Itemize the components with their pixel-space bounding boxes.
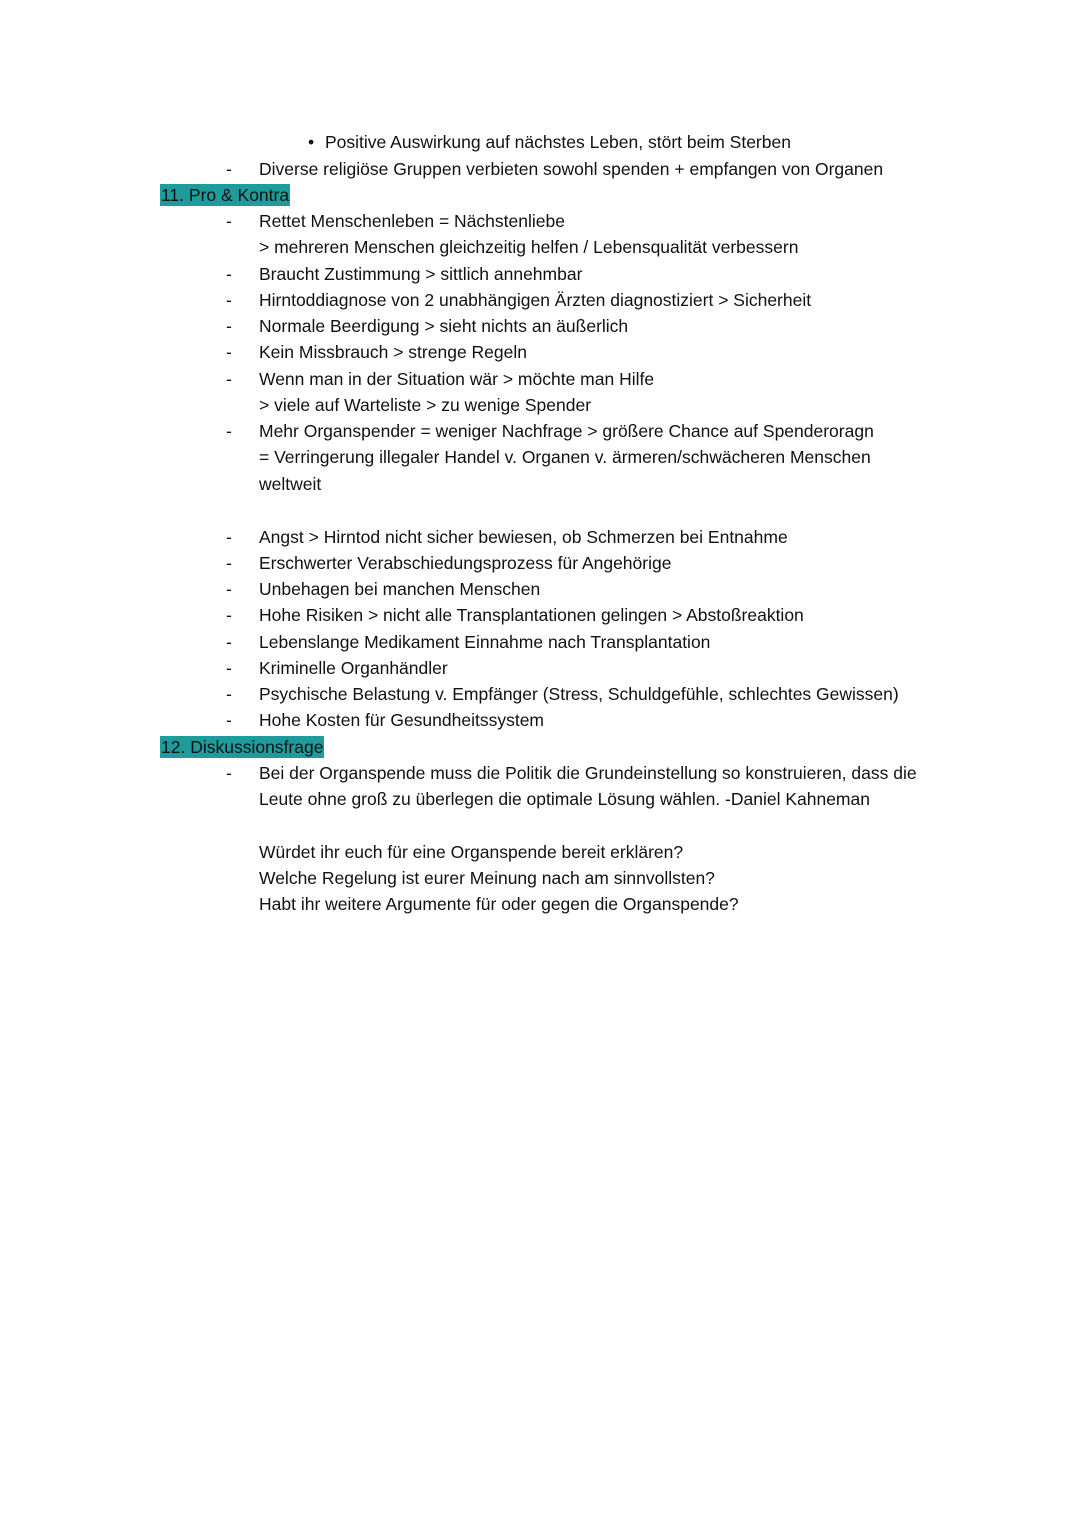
contra-item-1: Angst > Hirntod nicht sicher bewiesen, ob Schmerzen bei Entnahme	[259, 527, 788, 547]
pro-item-7-line-2: = Verringerung illegaler Handel v. Organen v. ärmeren/schwächeren Menschen	[259, 447, 871, 467]
contra-item-8: Hohe Kosten für Gesundheitssystem	[259, 710, 545, 730]
contra-item-5: Lebenslange Medikament Einnahme nach Transplantation	[259, 632, 711, 652]
dash-icon: -	[226, 159, 232, 179]
section-11-heading: 11. Pro & Kontra	[161, 185, 290, 205]
pro-item-6-line-2: > viele auf Warteliste > zu wenige Spender	[259, 395, 592, 415]
contra-item-7: Psychische Belastung v. Empfänger (Stress, Schuldgefühle, schlechtes Gewissen)	[259, 684, 899, 704]
question-3: Habt ihr weitere Argumente für oder gegen die Organspende?	[259, 894, 739, 914]
dash-icon: -	[226, 290, 232, 310]
intro-religion-line: Diverse religiöse Gruppen verbieten sowohl spenden + empfangen von Organen	[259, 159, 884, 179]
dash-icon: -	[226, 710, 232, 730]
contra-item-3: Unbehagen bei manchen Menschen	[259, 579, 541, 599]
bullet-dot-icon: •	[308, 132, 315, 152]
dash-icon: -	[226, 316, 232, 336]
dash-icon: -	[226, 684, 232, 704]
dash-icon: -	[226, 369, 232, 389]
dash-icon: -	[226, 605, 232, 625]
dash-icon: -	[226, 553, 232, 573]
dash-icon: -	[226, 632, 232, 652]
quote-line-1: Bei der Organspende muss die Politik die Grundeinstellung so konstruieren, dass die	[259, 763, 917, 783]
dash-icon: -	[226, 763, 232, 783]
dash-icon: -	[226, 342, 232, 362]
intro-bullet-line: Positive Auswirkung auf nächstes Leben, stört beim Sterben	[325, 132, 791, 152]
dash-icon: -	[226, 264, 232, 284]
section-12-heading: 12. Diskussionsfrage	[161, 737, 324, 757]
question-2: Welche Regelung ist eurer Meinung nach am sinnvollsten?	[259, 868, 715, 888]
pro-item-1-line-2: > mehreren Menschen gleichzeitig helfen / Lebensqualität verbessern	[259, 237, 799, 257]
quote-line-2: Leute ohne groß zu überlegen die optimale Lösung wählen. -Daniel Kahneman	[259, 789, 870, 809]
dash-icon: -	[226, 421, 232, 441]
pro-item-7-line-3: weltweit	[259, 474, 322, 494]
pro-item-6-line-1: Wenn man in der Situation wär > möchte man Hilfe	[259, 369, 655, 389]
contra-item-6: Kriminelle Organhändler	[259, 658, 448, 678]
pro-item-7-line-1: Mehr Organspender = weniger Nachfrage > größere Chance auf Spenderoragn	[259, 421, 874, 441]
pro-item-4: Normale Beerdigung > sieht nichts an äußerlich	[259, 316, 629, 336]
pro-item-2: Braucht Zustimmung > sittlich annehmbar	[259, 264, 583, 284]
dash-icon: -	[226, 527, 232, 547]
contra-item-2: Erschwerter Verabschiedungsprozess für Angehörige	[259, 553, 672, 573]
dash-icon: -	[226, 658, 232, 678]
pro-item-3: Hirntoddiagnose von 2 unabhängigen Ärzten diagnostiziert > Sicherheit	[259, 290, 812, 310]
pro-item-5: Kein Missbrauch > strenge Regeln	[259, 342, 527, 362]
question-1: Würdet ihr euch für eine Organspende bereit erklären?	[259, 842, 684, 862]
pro-item-1-line-1: Rettet Menschenleben = Nächstenliebe	[259, 211, 565, 231]
dash-icon: -	[226, 211, 232, 231]
dash-icon: -	[226, 579, 232, 599]
contra-item-4: Hohe Risiken > nicht alle Transplantationen gelingen > Abstoßreaktion	[259, 605, 804, 625]
